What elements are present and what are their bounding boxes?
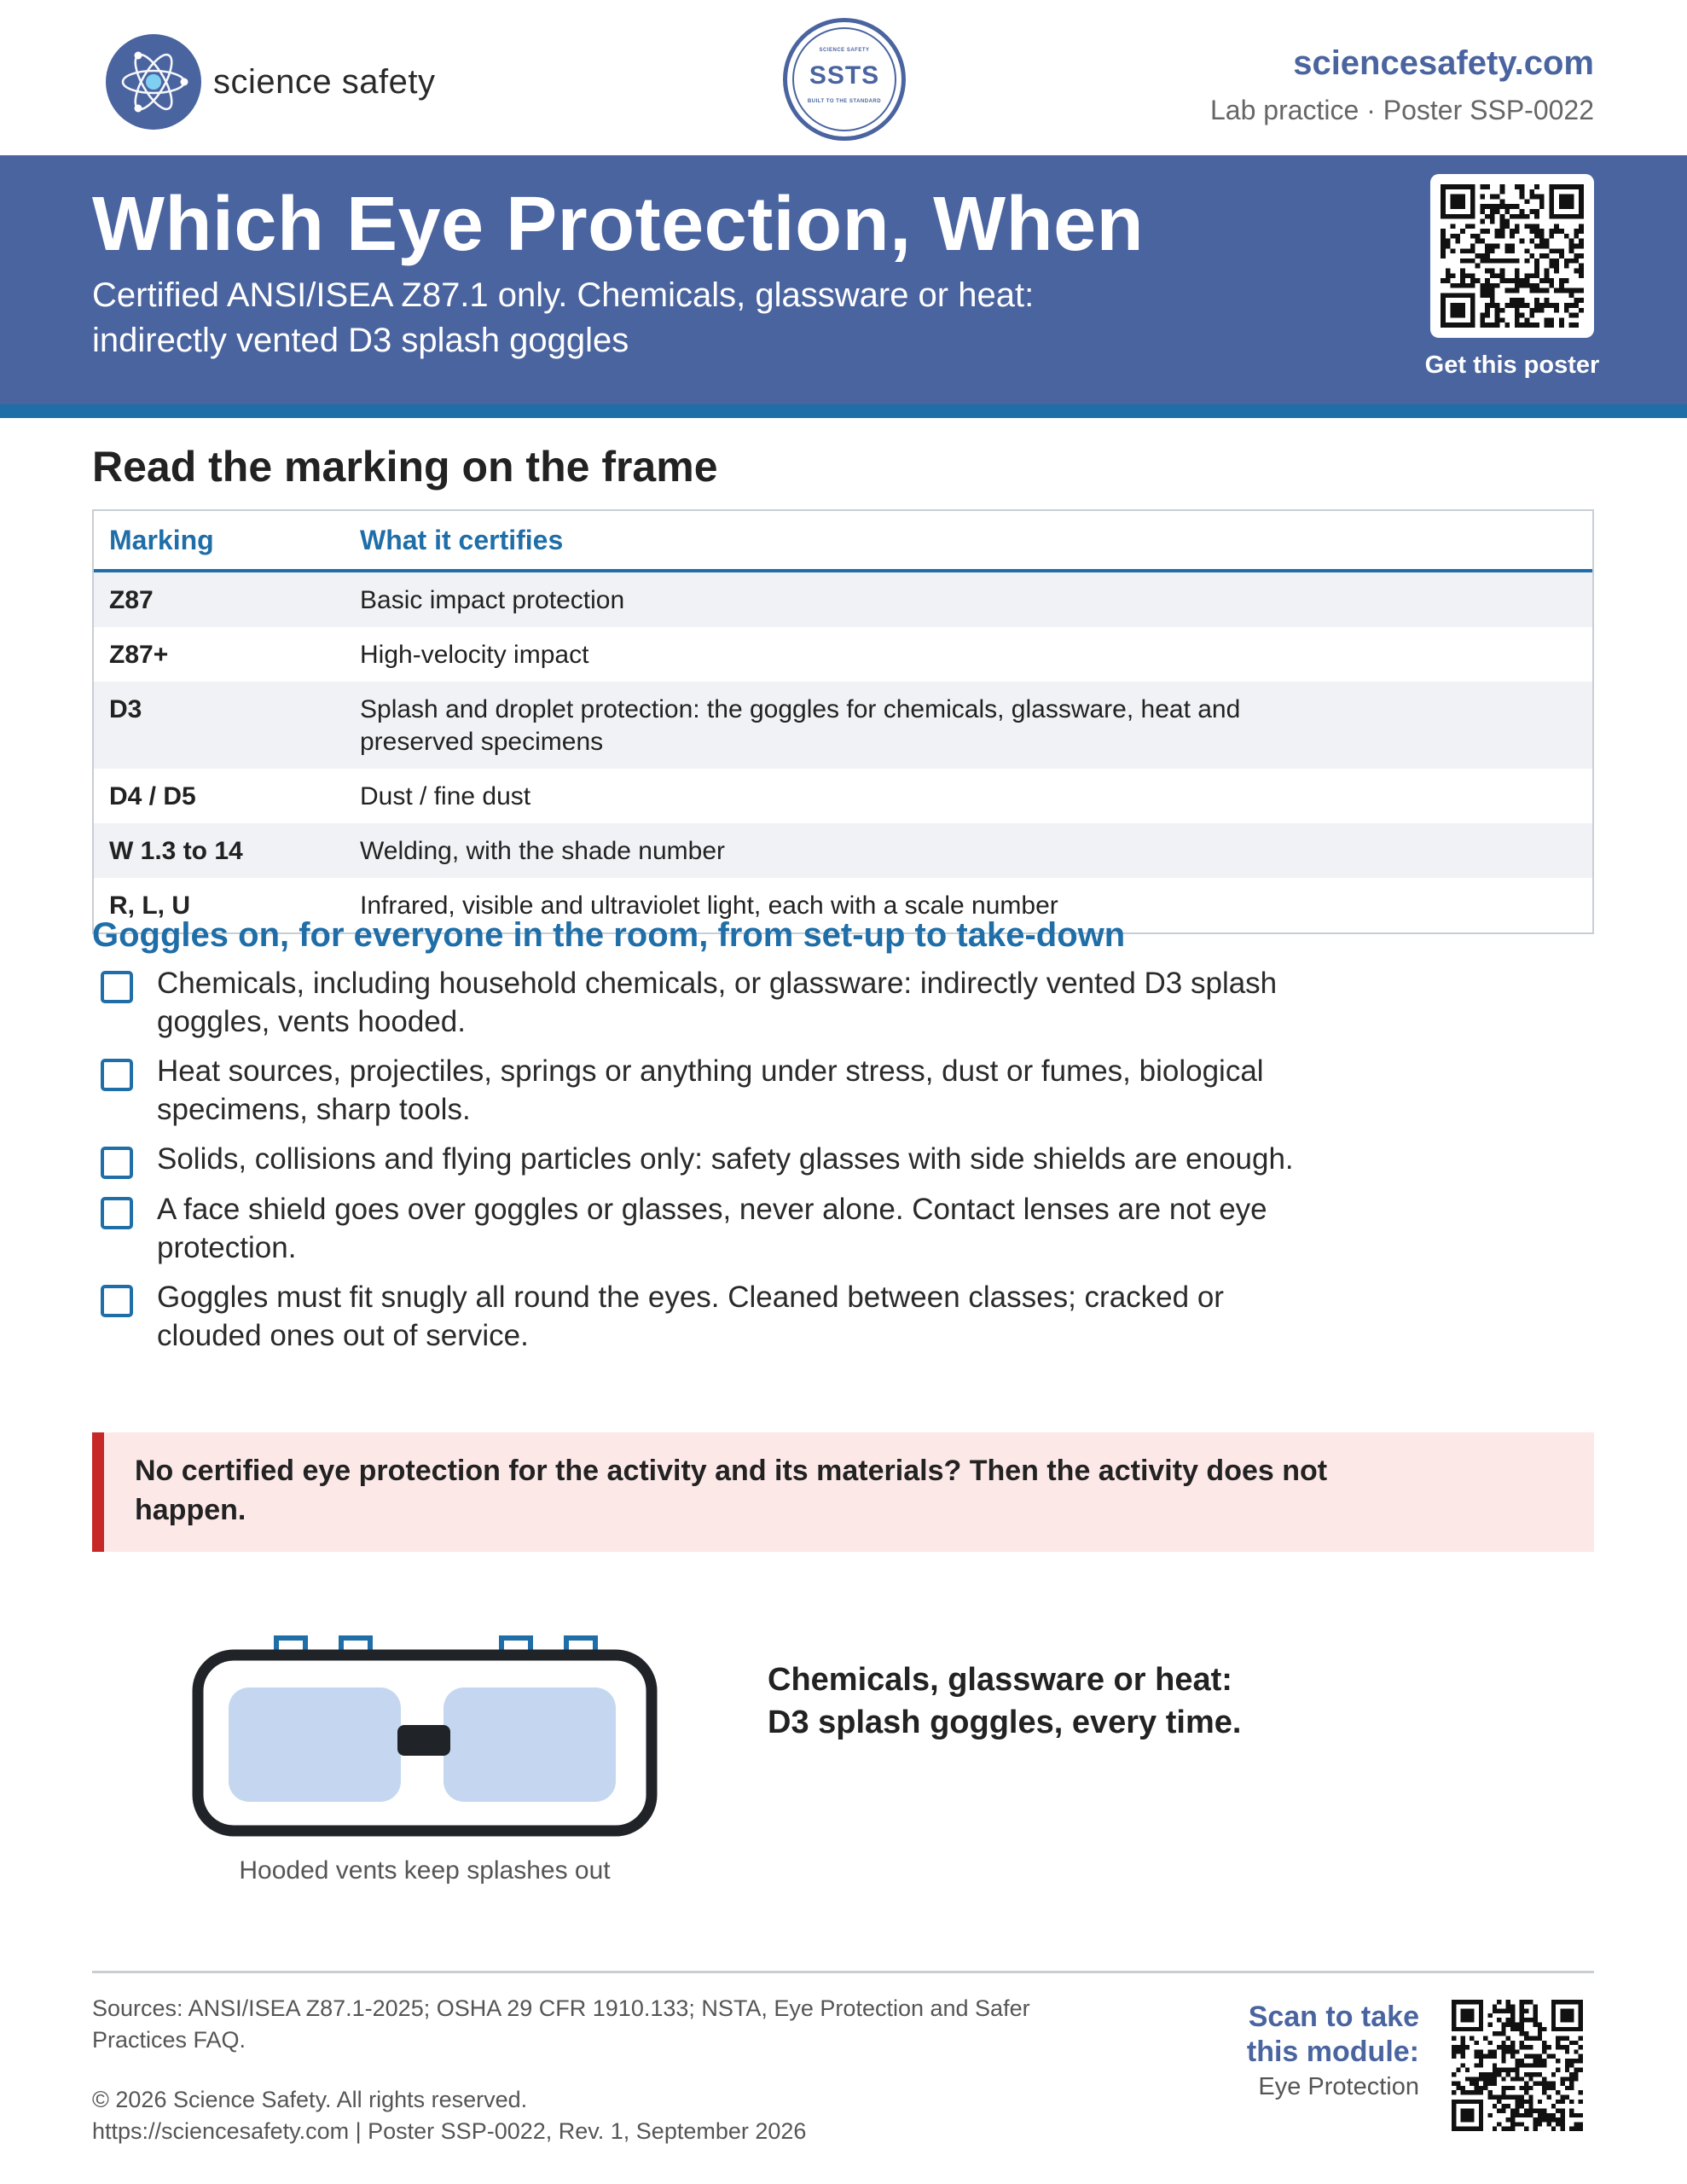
splash-goggles-illustration <box>186 1631 664 1843</box>
checklist-item-text: Chemicals, including household chemicals, or glassware: indirectly vented D3 splash goggles, vents hooded. <box>157 967 1278 1038</box>
checkbox-empty-icon[interactable] <box>101 1285 133 1317</box>
certifies-cell: Welding, with the shade number <box>360 837 726 865</box>
table-row <box>94 572 1592 627</box>
table-row <box>94 627 1592 682</box>
marking-cell: Z87 <box>109 586 154 614</box>
brand[interactable] <box>106 34 435 130</box>
copyright-block <box>92 2084 806 2147</box>
atom-icon <box>106 34 201 130</box>
marking-cell: D3 <box>109 695 142 723</box>
warning-callout <box>92 1432 1594 1552</box>
certifies-cell: Splash and droplet protection: the goggles for chemicals, glassware, heat and preserved specimens <box>360 695 1241 756</box>
checklist-item <box>101 1190 1329 1267</box>
right-lens <box>443 1687 616 1802</box>
checklist-item <box>101 1052 1329 1129</box>
column-header-certifies: What it certifies <box>360 524 564 555</box>
certifies-cell: Basic impact protection <box>360 586 625 614</box>
tagline-line-1: Chemicals, glassware or heat: <box>768 1662 1232 1698</box>
page-title: Which Eye Protection, When <box>92 182 1145 267</box>
marking-cell: W 1.3 to 14 <box>109 837 243 865</box>
illustration-caption: Hooded vents keep splashes out <box>239 1856 611 1885</box>
column-header-marking: Marking <box>109 524 214 555</box>
checklist-title: Goggles on, for everyone in the room, from set-up to take-down <box>92 916 1126 954</box>
marking-cell: R, L, U <box>109 892 190 920</box>
tagline <box>768 1658 1241 1744</box>
checkbox-empty-icon[interactable] <box>101 1197 133 1229</box>
ssts-seal <box>783 18 906 141</box>
checkbox-empty-icon[interactable] <box>101 1147 133 1179</box>
poster-qr-code-icon[interactable] <box>1430 174 1594 338</box>
checklist-item-text: Goggles must fit snugly all round the eyes. Cleaned between classes; cracked or clouded ones out of service. <box>157 1281 1224 1352</box>
page-header <box>0 0 1687 155</box>
goggles-checklist <box>101 964 1329 1366</box>
checklist-item-text: A face shield goes over goggles or glasses, never alone. Contact lenses are not eye protection. <box>157 1193 1267 1264</box>
nose-bridge <box>397 1725 450 1756</box>
scan-module-name: Eye Protection <box>1258 2073 1419 2100</box>
scan-cta-line-2: this module: <box>1246 2036 1419 2068</box>
footer-divider <box>92 1971 1594 1973</box>
checklist-item <box>101 1140 1329 1179</box>
site-info <box>1210 44 1594 126</box>
table-body <box>94 572 1592 932</box>
certifies-cell: Infrared, visible and ultraviolet light, each with a scale number <box>360 892 1058 920</box>
left-lens <box>229 1687 401 1802</box>
seal-main-text: SSTS <box>809 61 880 90</box>
banner-stripe <box>0 404 1687 418</box>
sources-text: Sources: ANSI/ISEA Z87.1-2025; OSHA 29 CFR 1910.133; NSTA, Eye Protection and Safer Practices FAQ. <box>92 1995 1030 2053</box>
poster-id: Lab practice · Poster SSP-0022 <box>1209 95 1594 125</box>
checklist-item <box>101 964 1329 1041</box>
checkbox-empty-icon[interactable] <box>101 971 133 1003</box>
page-subtitle: Certified ANSI/ISEA Z87.1 only. Chemicals, glassware or heat: indirectly vented D3 splash goggles <box>92 276 1035 359</box>
scan-module-callout <box>1247 2000 1419 2101</box>
seal-bottom-text: BUILT TO THE STANDARD <box>807 99 882 104</box>
marking-section-title: Read the marking on the frame <box>92 443 718 491</box>
site-url-link[interactable]: sciencesafety.com <box>1293 44 1594 82</box>
copyright-text: © 2026 Science Safety. All rights reserved. <box>92 2087 528 2112</box>
footer-url-link[interactable]: https://sciencesafety.com | Poster SSP-0022, Rev. 1, September 2026 <box>92 2118 807 2144</box>
certifies-cell: High-velocity impact <box>360 641 589 669</box>
marking-table <box>92 509 1594 934</box>
qr-caption: Get this poster <box>1424 351 1600 379</box>
checklist-item <box>101 1278 1329 1355</box>
checklist-item-text: Solids, collisions and flying particles only: safety glasses with side shields are enough. <box>157 1142 1294 1176</box>
module-qr-code-icon[interactable] <box>1452 2000 1583 2131</box>
table-header <box>94 511 1592 572</box>
checklist-item-text: Heat sources, projectiles, springs or anything under stress, dust or fumes, biological specimens, sharp tools. <box>157 1054 1264 1126</box>
table-row <box>94 823 1592 878</box>
certifies-cell: Dust / fine dust <box>360 782 531 810</box>
tagline-line-2: D3 splash goggles, every time. <box>768 1705 1242 1740</box>
table-row <box>94 769 1592 823</box>
title-banner <box>0 155 1687 404</box>
checkbox-empty-icon[interactable] <box>101 1059 133 1091</box>
marking-cell: Z87+ <box>109 641 169 669</box>
scan-cta-line-1: Scan to take <box>1248 2001 1419 2033</box>
marking-cell: D4 / D5 <box>109 782 196 810</box>
table-row <box>94 682 1592 769</box>
warning-text: No certified eye protection for the activity and its materials? Then the activity does not happen. <box>135 1455 1328 1526</box>
brand-name: science safety <box>213 62 436 101</box>
seal-top-text: SCIENCE SAFETY <box>819 48 870 53</box>
